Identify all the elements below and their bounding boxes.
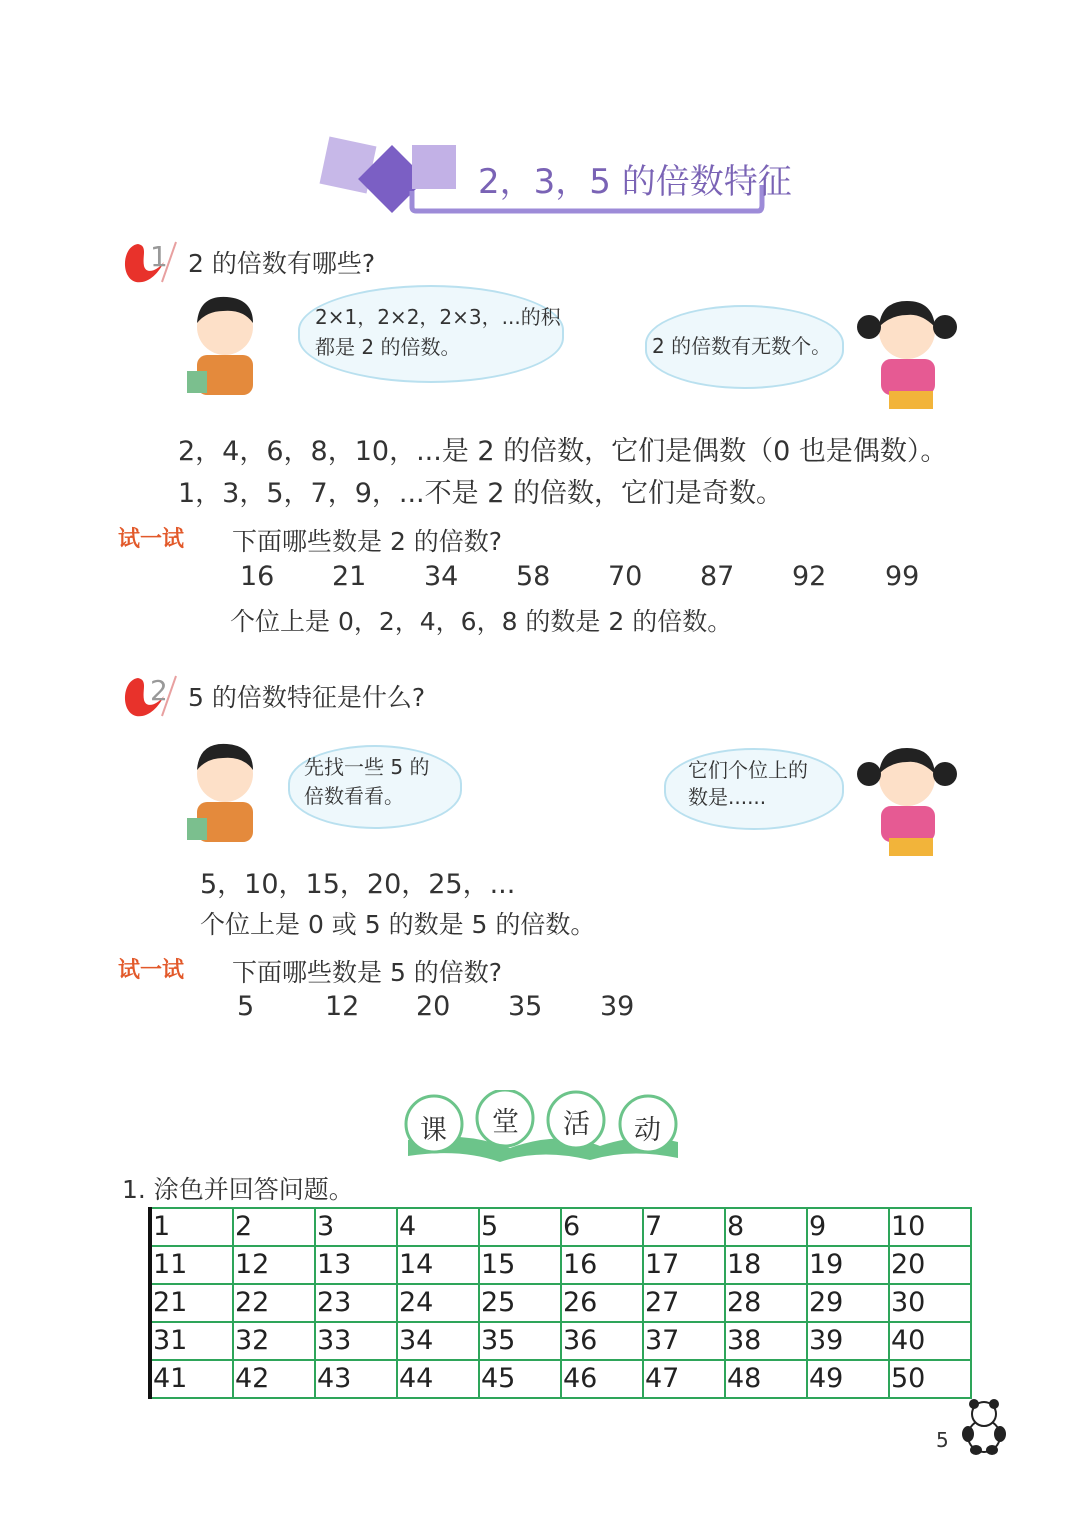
banner-char: 活 xyxy=(563,1109,590,1140)
try-question: 下面哪些数是 5 的倍数? xyxy=(232,958,503,987)
grid-cell[interactable]: 3 xyxy=(315,1208,397,1246)
grid-cell[interactable]: 12 xyxy=(233,1246,315,1284)
grid-cell[interactable]: 43 xyxy=(315,1360,397,1398)
grid-cell[interactable]: 19 xyxy=(807,1246,889,1284)
grid-cell[interactable]: 50 xyxy=(889,1360,971,1398)
grid-row xyxy=(150,1322,971,1360)
grid-cell[interactable]: 10 xyxy=(889,1208,971,1246)
odd-numbers-text: 1，3，5，7，9，...不是 2 的倍数，它们是奇数。 xyxy=(178,478,783,509)
boy-character-icon xyxy=(183,293,273,398)
grid-cell[interactable]: 22 xyxy=(233,1284,315,1322)
number-option: 16 xyxy=(240,561,275,592)
number-option: 35 xyxy=(508,991,543,1022)
grid-cell[interactable]: 45 xyxy=(479,1360,561,1398)
grid-cell[interactable]: 17 xyxy=(643,1246,725,1284)
bubble-line: 数是...... xyxy=(688,785,767,809)
grid-row xyxy=(150,1360,971,1398)
grid-cell[interactable]: 23 xyxy=(315,1284,397,1322)
grid-row xyxy=(150,1284,971,1322)
even-numbers-text: 2，4，6，8，10，...是 2 的倍数，它们是偶数（0 也是偶数）。 xyxy=(178,436,948,467)
grid-cell[interactable]: 2 xyxy=(233,1208,315,1246)
grid-cell[interactable]: 30 xyxy=(889,1284,971,1322)
grid-cell[interactable]: 6 xyxy=(561,1208,643,1246)
grid-cell[interactable]: 44 xyxy=(397,1360,479,1398)
grid-cell[interactable]: 20 xyxy=(889,1246,971,1284)
number-option: 39 xyxy=(600,991,635,1022)
grid-cell[interactable]: 33 xyxy=(315,1322,397,1360)
bubble-line: 它们个位上的 xyxy=(688,758,808,782)
grid-cell[interactable]: 29 xyxy=(807,1284,889,1322)
banner-char: 堂 xyxy=(492,1107,519,1138)
bubble-line: 2×1，2×2，2×3，...的积 xyxy=(315,305,561,329)
number-option: 92 xyxy=(792,561,827,592)
bubble-line: 倍数看看。 xyxy=(304,784,404,808)
number-option: 58 xyxy=(516,561,551,592)
grid-cell[interactable]: 11 xyxy=(150,1246,233,1284)
grid-cell[interactable]: 14 xyxy=(397,1246,479,1284)
activity-task: 1. 涂色并回答问题。 xyxy=(122,1175,354,1204)
number-option: 99 xyxy=(885,561,920,592)
grid-cell[interactable]: 8 xyxy=(725,1208,807,1246)
grid-cell[interactable]: 4 xyxy=(397,1208,479,1246)
grid-cell[interactable]: 36 xyxy=(561,1322,643,1360)
grid-cell[interactable]: 18 xyxy=(725,1246,807,1284)
grid-cell[interactable]: 27 xyxy=(643,1284,725,1322)
page-title: 2，3，5 的倍数特征 xyxy=(478,162,792,202)
grid-cell[interactable]: 49 xyxy=(807,1360,889,1398)
grid-cell[interactable]: 46 xyxy=(561,1360,643,1398)
grid-cell[interactable]: 25 xyxy=(479,1284,561,1322)
grid-cell[interactable]: 21 xyxy=(150,1284,233,1322)
grid-cell[interactable]: 41 xyxy=(150,1360,233,1398)
grid-cell[interactable]: 31 xyxy=(150,1322,233,1360)
rule-text: 个位上是 0，2，4，6，8 的数是 2 的倍数。 xyxy=(230,607,733,636)
section-number: 2 xyxy=(150,674,168,707)
boy-character-icon xyxy=(183,740,273,845)
section-number: 1 xyxy=(150,240,168,273)
number-option: 34 xyxy=(424,561,459,592)
grid-cell[interactable]: 39 xyxy=(807,1322,889,1360)
grid-row xyxy=(150,1208,971,1246)
bubble-line: 都是 2 的倍数。 xyxy=(315,335,461,359)
grid-cell[interactable]: 5 xyxy=(479,1208,561,1246)
girl-character-icon xyxy=(845,740,960,858)
try-badge: 试一试 xyxy=(118,958,185,983)
number-option: 21 xyxy=(332,561,367,592)
bubble-line: 先找一些 5 的 xyxy=(304,755,430,779)
number-option: 5 xyxy=(237,991,255,1022)
panda-icon xyxy=(958,1398,1010,1456)
grid-cell[interactable]: 32 xyxy=(233,1322,315,1360)
grid-cell[interactable]: 1 xyxy=(150,1208,233,1246)
grid-cell[interactable]: 26 xyxy=(561,1284,643,1322)
try-badge: 试一试 xyxy=(118,527,185,552)
multiples-of-5-text: 5，10，15，20，25，... xyxy=(200,869,516,900)
number-option: 20 xyxy=(416,991,451,1022)
grid-cell[interactable]: 24 xyxy=(397,1284,479,1322)
grid-cell[interactable]: 42 xyxy=(233,1360,315,1398)
grid-cell[interactable]: 34 xyxy=(397,1322,479,1360)
grid-cell[interactable]: 38 xyxy=(725,1322,807,1360)
number-grid xyxy=(148,1207,972,1399)
grid-cell[interactable]: 16 xyxy=(561,1246,643,1284)
rule-text: 个位上是 0 或 5 的数是 5 的倍数。 xyxy=(200,910,596,939)
grid-cell[interactable]: 13 xyxy=(315,1246,397,1284)
number-option: 87 xyxy=(700,561,735,592)
section-question: 2 的倍数有哪些? xyxy=(188,249,376,278)
grid-cell[interactable]: 9 xyxy=(807,1208,889,1246)
page-number: 5 xyxy=(936,1428,949,1452)
grid-cell[interactable]: 47 xyxy=(643,1360,725,1398)
grid-cell[interactable]: 48 xyxy=(725,1360,807,1398)
banner-char: 课 xyxy=(420,1115,447,1146)
bubble-text: 2 的倍数有无数个。 xyxy=(652,334,832,358)
girl-character-icon xyxy=(845,293,960,411)
try-question: 下面哪些数是 2 的倍数? xyxy=(232,527,503,556)
number-option: 70 xyxy=(608,561,643,592)
grid-cell[interactable]: 15 xyxy=(479,1246,561,1284)
grid-cell[interactable]: 37 xyxy=(643,1322,725,1360)
grid-row xyxy=(150,1246,971,1284)
grid-cell[interactable]: 35 xyxy=(479,1322,561,1360)
section-question: 5 的倍数特征是什么? xyxy=(188,683,426,712)
grid-cell[interactable]: 7 xyxy=(643,1208,725,1246)
banner-char: 动 xyxy=(634,1115,661,1146)
number-option: 12 xyxy=(325,991,360,1022)
grid-cell[interactable]: 28 xyxy=(725,1284,807,1322)
grid-cell[interactable]: 40 xyxy=(889,1322,971,1360)
